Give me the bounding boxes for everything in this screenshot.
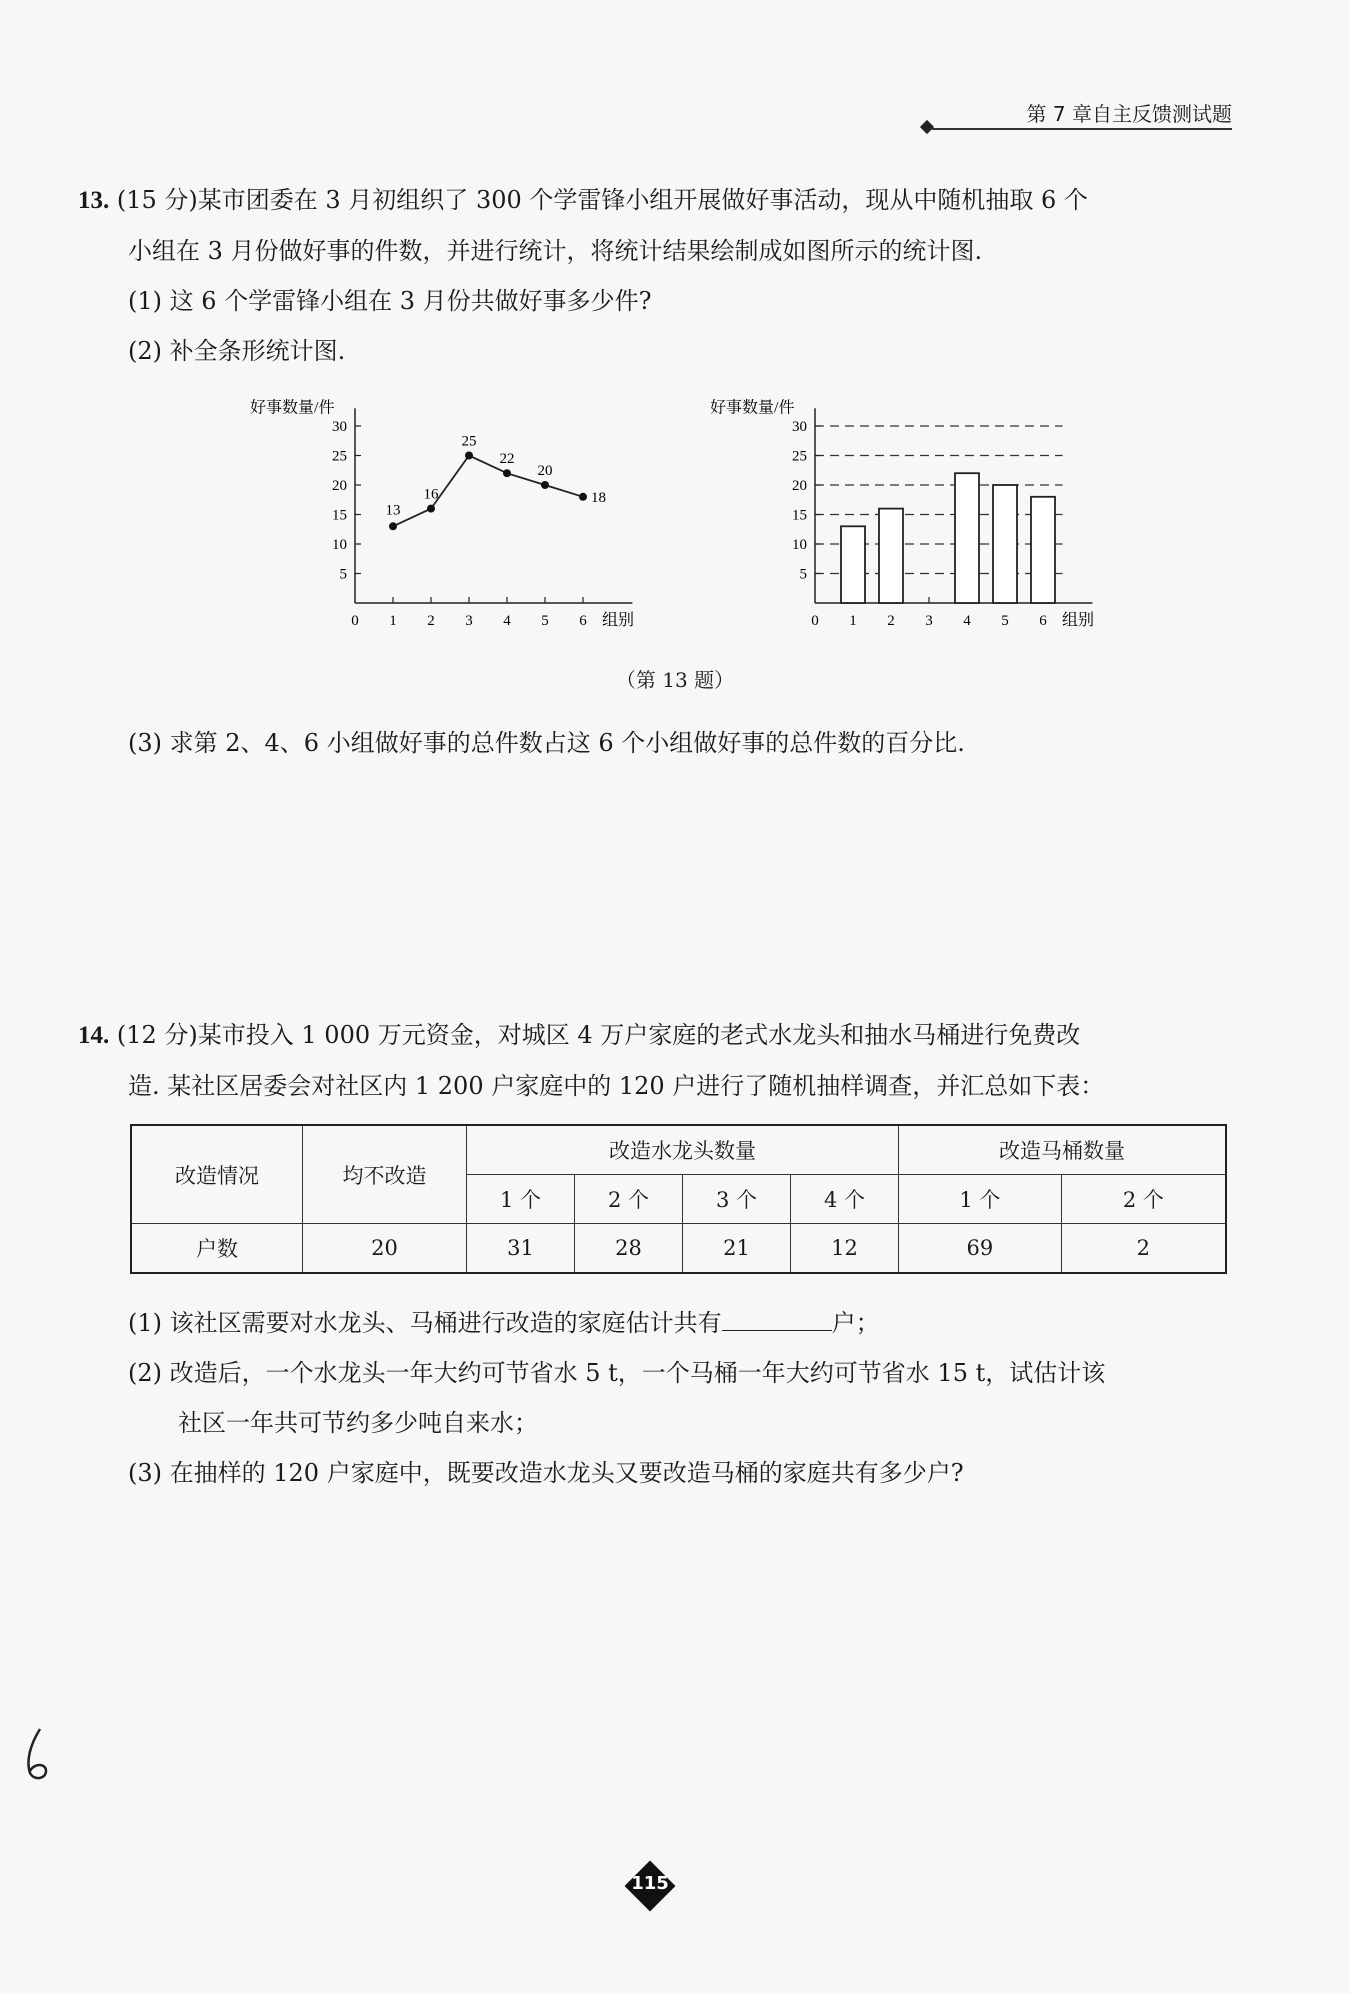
bar-chart [700, 385, 1120, 639]
answer-blank[interactable] [722, 1304, 832, 1331]
line-chart-svg [240, 385, 660, 635]
data-label: 18 [591, 489, 606, 506]
x-tick-label: 5 [1001, 613, 1009, 629]
survey-table [130, 1124, 1227, 1274]
question-14-subs [128, 1298, 1105, 1498]
x-tick-label: 6 [1039, 613, 1047, 629]
data-label: 13 [385, 502, 401, 519]
row-label: 户数 [131, 1224, 303, 1274]
series-line [393, 456, 583, 527]
sub-question-1 [128, 1298, 1105, 1348]
bar-chart-svg [700, 385, 1120, 635]
x-axis-label: 组别 [1062, 612, 1095, 629]
sub-question-2-text: 社区一年共可节约多少吨自来水； [178, 1409, 538, 1437]
toilet-col: 1 个 [899, 1175, 1062, 1224]
y-tick-label: 20 [792, 478, 807, 494]
x-axis-label: 组别 [602, 612, 635, 629]
data-point [541, 481, 549, 489]
x-tick-label: 1 [389, 613, 397, 629]
question-13 [78, 175, 1088, 376]
data-label: 20 [537, 463, 553, 479]
x-tick-label: 4 [503, 613, 511, 629]
y-tick-label: 30 [792, 419, 807, 435]
header-situation: 改造情况 [131, 1125, 303, 1224]
y-tick-label: 5 [799, 566, 807, 583]
question-14 [78, 1010, 1104, 1111]
data-point [579, 493, 587, 501]
x-tick-label: 2 [887, 613, 895, 629]
sub-question-3 [128, 718, 965, 768]
table-cell: 2 [1061, 1224, 1226, 1274]
table-cell: 28 [575, 1224, 683, 1274]
y-tick-label: 25 [332, 448, 347, 465]
bar [1031, 497, 1055, 603]
data-label: 22 [499, 451, 515, 468]
question-text: 造. 某社区居委会对社区内 1 200 户家庭中的 120 户进行了随机抽样调查，并汇总如下表： [128, 1072, 1105, 1100]
page-number-badge [624, 1860, 676, 1912]
x-tick-label: 3 [925, 613, 933, 629]
y-tick-label: 30 [332, 419, 347, 435]
sub-question-3-text: (3) 在抽样的 120 户家庭中，既要改造水龙头又要改造马桶的家庭共有多少户? [128, 1459, 964, 1487]
page-number: 115 [631, 1873, 669, 1894]
bar [955, 473, 979, 603]
y-axis-label: 好事数量/件 [250, 399, 335, 417]
header-faucet: 改造水龙头数量 [467, 1125, 899, 1175]
question-number: 14. [78, 1022, 110, 1049]
toilet-col: 2 个 [1061, 1175, 1226, 1224]
table-cell: 21 [683, 1224, 791, 1274]
chapter-header [902, 98, 1232, 132]
x-tick-label: 0 [811, 613, 819, 629]
data-point [427, 505, 435, 513]
data-point [389, 522, 397, 530]
table-cell: 31 [467, 1224, 575, 1274]
y-tick-label: 10 [332, 537, 347, 553]
x-tick-label: 2 [427, 613, 435, 629]
y-tick-label: 15 [332, 507, 347, 524]
header-toilet: 改造马桶数量 [899, 1125, 1227, 1175]
x-tick-label: 4 [963, 613, 971, 629]
data-point [465, 452, 473, 460]
figure-caption: （第 13 题） [615, 668, 735, 692]
sub-question-2: (2) 补全条形统计图. [128, 337, 346, 365]
data-label: 25 [461, 433, 477, 450]
question-text: (15 分)某市团委在 3 月初组织了 300 个学雷锋小组开展做好事活动，现从中随机抽取 6 个 [116, 186, 1088, 214]
sub-question-3-text: (3) 求第 2、4、6 小组做好事的总件数占这 6 个小组做好事的总件数的百分比. [128, 729, 965, 757]
sub-question-1-text: (1) 该社区需要对水龙头、马桶进行改造的家庭估计共有 [128, 1309, 722, 1337]
bar [841, 526, 865, 603]
table-cell: 69 [899, 1224, 1062, 1274]
sub-question-1-suffix: 户； [831, 1309, 880, 1337]
x-tick-label: 6 [579, 613, 587, 629]
sub-question-2-text: (2) 改造后，一个水龙头一年大约可节省水 5 t，一个马桶一年大约可节省水 15 t，试估计该 [128, 1359, 1106, 1387]
bar [879, 509, 903, 603]
y-tick-label: 20 [332, 478, 347, 494]
sub-question-1: (1) 这 6 个学雷锋小组在 3 月份共做好事多少件? [128, 287, 652, 315]
data-point [503, 469, 511, 477]
table-row [131, 1224, 1226, 1274]
data-label: 16 [423, 486, 439, 503]
y-tick-label: 10 [792, 537, 807, 553]
question-text: 小组在 3 月份做好事的件数，并进行统计，将统计结果绘制成如图所示的统计图. [128, 237, 983, 265]
handwritten-mark [18, 1725, 58, 1785]
diamond-icon [920, 120, 934, 134]
table-cell: 12 [791, 1224, 899, 1274]
y-tick-label: 15 [792, 507, 807, 524]
question-text: (12 分)某市投入 1 000 万元资金，对城区 4 万户家庭的老式水龙头和抽水马桶进行免费改 [116, 1021, 1081, 1049]
x-tick-label: 5 [541, 613, 549, 629]
header-rule [932, 128, 1232, 130]
y-axis-label: 好事数量/件 [710, 399, 795, 417]
line-chart [240, 385, 660, 639]
x-tick-label: 0 [351, 613, 359, 629]
y-tick-label: 5 [339, 566, 347, 583]
x-tick-label: 1 [849, 613, 857, 629]
question-number: 13. [78, 187, 110, 214]
y-tick-label: 25 [792, 448, 807, 465]
faucet-col: 2 个 [575, 1175, 683, 1224]
chapter-title: 第 7 章自主反馈测试题 [1026, 102, 1232, 126]
header-none: 均不改造 [303, 1125, 467, 1224]
faucet-col: 1 个 [467, 1175, 575, 1224]
faucet-col: 4 个 [791, 1175, 899, 1224]
faucet-col: 3 个 [683, 1175, 791, 1224]
bar [993, 485, 1017, 603]
x-tick-label: 3 [465, 613, 473, 629]
table-cell: 20 [303, 1224, 467, 1274]
